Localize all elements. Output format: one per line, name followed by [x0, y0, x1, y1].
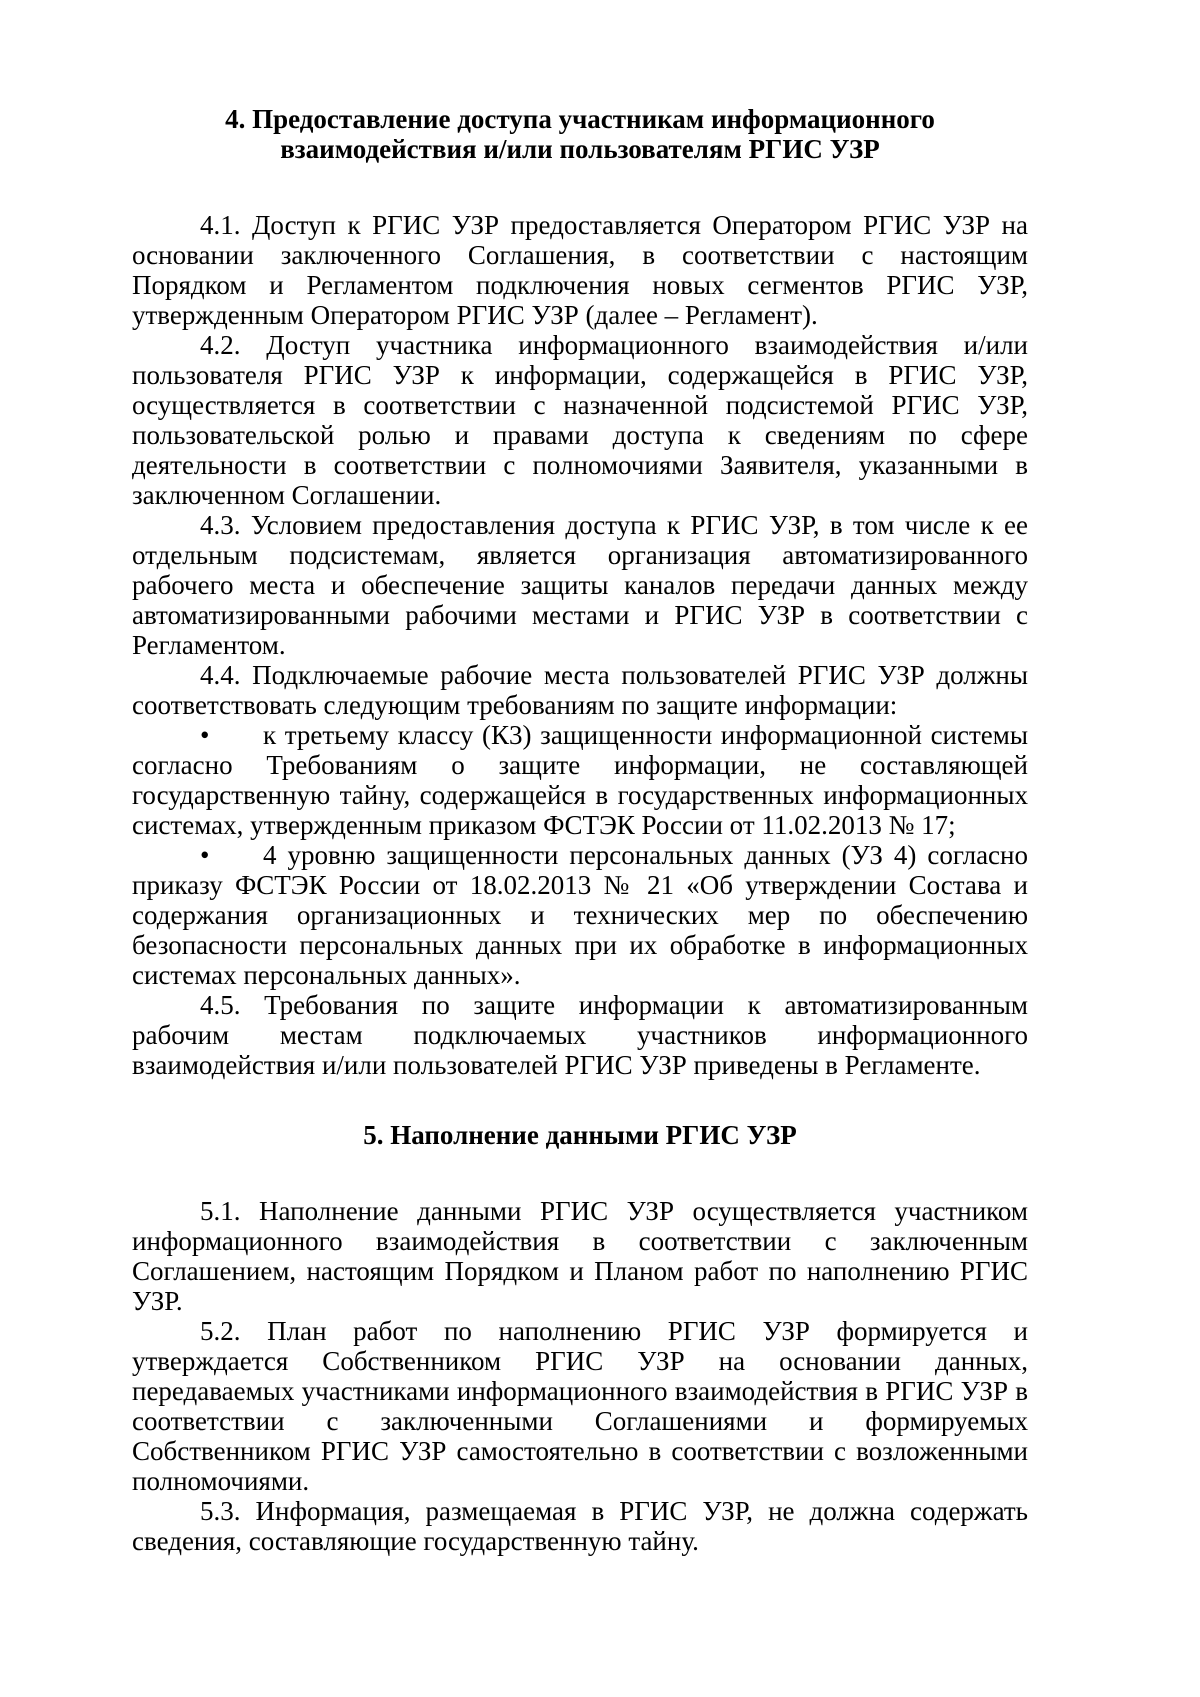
document-page: [132, 104, 1028, 1556]
paragraph-5-3: 5.3. Информация, размещаемая в РГИС УЗР, не должна содержать сведения, составляющие государственную тайну.: [132, 1496, 1028, 1556]
paragraph-4-4: 4.4. Подключаемые рабочие места пользователей РГИС УЗР должны соответствовать следующим требованиям по защите информации:: [132, 660, 1028, 720]
section-4-body: [132, 210, 1028, 1080]
paragraph-4-5: 4.5. Требования по защите информации к автоматизированным рабочим местам подключаемых участников информационного взаимодействия и/или пользователей РГИС УЗР приведены в Регламенте.: [132, 990, 1028, 1080]
bullet-item-k3: [132, 720, 1028, 840]
paragraph-5-2: 5.2. План работ по наполнению РГИС УЗР формируется и утверждается Собственником РГИС УЗР на основании данных, передаваемых участниками информационного взаимодействия в РГИС УЗР в соответствии с заключенными Соглашениями и формируемых Собственником РГИС УЗР самостоятельно в соответствии с возложенными полномочиями.: [132, 1316, 1028, 1496]
bullet-text-uz4: 4 уровню защищенности персональных данных (УЗ 4) согласно приказу ФСТЭК России от 18.02.2013 № 21 «Об утверждении Состава и содержания организационных и технических мер по обеспечению безопасности персональных данных при их обработке в информационных системах персональных данных».: [132, 840, 1028, 990]
paragraph-4-2: 4.2. Доступ участника информационного взаимодействия и/или пользователя РГИС УЗР к информации, содержащейся в РГИС УЗР, осуществляется в соответствии с назначенной подсистемой РГИС УЗР, пользовательской ролью и правами доступа к сведениям по сфере деятельности в соответствии с полномочиями Заявителя, указанными в заключенном Соглашении.: [132, 330, 1028, 510]
paragraph-5-1: 5.1. Наполнение данными РГИС УЗР осуществляется участником информационного взаимодействия в соответствии с заключенным Соглашением, настоящим Порядком и Планом работ по наполнению РГИС УЗР.: [132, 1196, 1028, 1316]
section-4-heading: 4. Предоставление доступа участникам информационного взаимодействия и/или пользователям РГИС УЗР: [225, 104, 935, 164]
bullet-marker: •: [200, 840, 210, 870]
paragraph-4-1: 4.1. Доступ к РГИС УЗР предоставляется Оператором РГИС УЗР на основании заключенного Соглашения, в соответствии с настоящим Порядком и Регламентом подключения новых сегментов РГИС УЗР, утвержденным Оператором РГИС УЗР (далее – Регламент).: [132, 210, 1028, 330]
paragraph-4-3: 4.3. Условием предоставления доступа к РГИС УЗР, в том числе к ее отдельным подсистемам, является организация автоматизированного рабочего места и обеспечение защиты каналов передачи данных между автоматизированными рабочими местами и РГИС УЗР в соответствии с Регламентом.: [132, 510, 1028, 660]
bullet-text-k3: к третьему классу (К3) защищенности информационной системы согласно Требованиям о защите информации, не составляющей государственную тайну, содержащейся в государственных информационных системах, утвержденным приказом ФСТЭК России от 11.02.2013 № 17;: [132, 720, 1028, 840]
section-5-heading: 5. Наполнение данными РГИС УЗР: [363, 1120, 797, 1150]
section-5-body: [132, 1196, 1028, 1556]
bullet-item-uz4: [132, 840, 1028, 990]
bullet-marker: •: [200, 720, 210, 750]
